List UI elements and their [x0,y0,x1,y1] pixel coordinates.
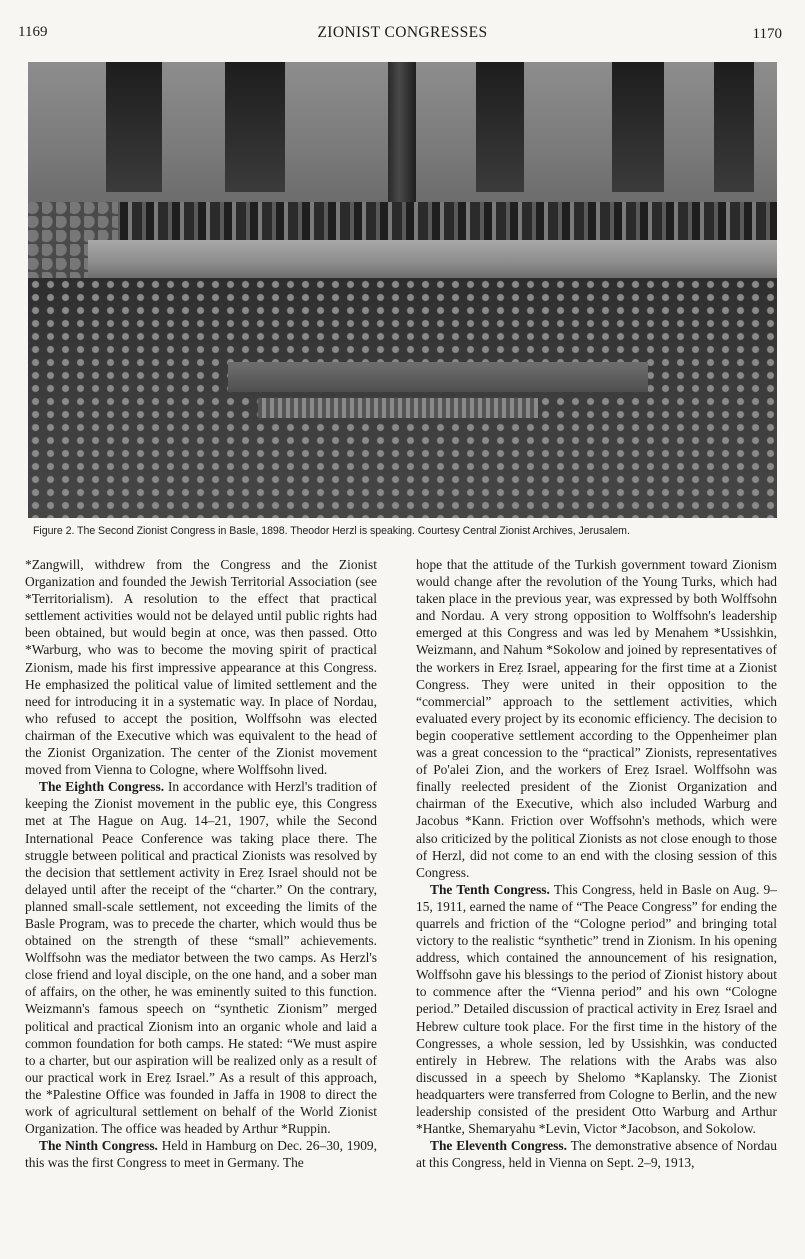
photo-pillar [388,62,416,202]
photo-window [476,62,524,192]
left-column [25,556,377,1171]
paragraph-text: This Congress, held in Basle on Aug. 9–15, 1911, earned the name of “The Peace Congress” for ending the quarrels and friction of the “Cologne period” and bringing total victory to the realistic “synthetic” trend in Zionism. In his opening address, which contained the announcement of his resignation, Wolffsohn gave his blessings to the period of Zionist history about to commence after the “Vienna period” and his own “Cologne period.” Detailed discussion of practical activity in Ereẓ Israel and Hebrew culture took place. For the first time in the history of the Congresses, a whole session, led by Ussishkin, was conducted entirely in Hebrew. The relations with the Arabs was also discussed in a speech by Shelomo *Kaplansky. The Zionist headquarters were transferred from Cologne to Berlin, and the new leadership consisted of the president Otto Warburg and Arthur *Hantke, Shemaryahu *Levin, Victor *Jacobson, and Sokolow. [416,881,777,1137]
paragraph-text: Held in Hamburg on Dec. 26–30, 1909, this was the first Congress to meet in Germany. The [25,1138,377,1171]
paragraph: hope that the attitude of the Turkish government toward Zionism would change after the revolution of the Young Turks, which had taken place in the previous year, was expressed by both Wolffsohn and Nordau. A very strong opposition to Wolffsohn's leadership emerged at this Congress and was led by Menahem *Ussishkin, Weizmann, and Nahum *Sokolow and joined by representatives of the workers in Ereẓ Israel, appearing for the first time at a Zionist Congress. They were united in their opposition to the “commercial” approach to the settlement activities, which evaluated every project by its economic efficiency. The decision to begin cooperative settlement according to the Oppenheimer plan was a great concession to the “practical” Zionists, representatives of Po'alei Zion, and the workers of Ereẓ Israel. Wolffsohn was finally reelected president of the Zionist Organization and chairman of the Executive, which also included Warburg and Jacobus *Kann. Friction over Woffsohn's methods, which were also criticized by the political Zionists as not close enough to those of Herzl, did not come to an end with the closing session of this Congress. [416,557,777,880]
photo-window [225,62,285,192]
paragraph-text: In accordance with Herzl's tradition of keeping the Zionist movement in the public eye, this Congress met at The Hague on Aug. 14–21, 1907, while the Second International Peace Conference was taking place there. The struggle between political and practical Zionists was resolved by the decision that settlement activity in Ereẓ Israel should not be delayed until after the receipt of the “charter.” On the contrary, planned small-scale settlement, not exceeding the limits of the Basle Program, was to precede the charter, which would thus be obtained on the strength of these “small” achievements. Wolffsohn was the mediator between the two camps. As Herzl's close friend and loyal disciple, on the one hand, and a sober man of affairs, on the other, he was eminently suited to this function. Weizmann's famous speech on “synthetic Zionism” merged political and practical Zionism into an organic whole and laid a common foundation for both camps. He stated: “We must aspire to a charter, but our aspiration will be realized only as a result of our practical work in Ereẓ Israel.” As a result of this approach, the *Palestine Office was founded in Jaffa in 1908 to direct the work of agricultural settlement on behalf of the World Zionist Organization. The office was headed by Arthur *Ruppin. [25,779,377,1137]
photo-balcony [88,240,777,278]
congress-photograph [28,62,777,518]
photo-window [106,62,162,192]
paragraph-eighth-congress [25,778,377,1137]
section-heading: The Eleventh Congress. [430,1138,567,1154]
section-heading: The Eighth Congress. [39,779,165,795]
section-heading: The Ninth Congress. [39,1138,158,1154]
paragraph: *Zangwill, withdrew from the Congress and the Zionist Organization and founded the Jewish Territorial Association (see *Territorialism). A resolution to the effect that practical settlement activities would not be delayed until public rights had been obtained, but would begin at once, was then passed. Otto *Warburg, who was to become the moving spirit of practical Zionism, made his first impressive appearance at this Congress. He emphasized the political value of limited settlement and the need for introducing it in a systematic way. In place of Nordau, who refused to accept the position, Wolffsohn was elected chairman of the Executive which was equivalent to the head of the Zionist Organization. The center of the Zionist movement moved from Vienna to Cologne, where Wolffsohn lived. [25,557,377,778]
page-header [0,22,805,46]
photo-wall [28,62,777,212]
paragraph-eleventh-congress [416,1137,777,1171]
section-heading: The Tenth Congress. [430,881,550,897]
paragraph-ninth-congress [25,1137,377,1171]
paragraph-text: The demonstrative absence of Nordau at this Congress, held in Vienna on Sept. 2–9, 1913, [416,1138,777,1171]
page-number-right: 1170 [752,26,782,42]
running-title: ZIONIST CONGRESSES [317,24,488,41]
right-column [416,556,777,1171]
photo-window [612,62,664,192]
photo-dais [228,362,648,392]
photo-window [714,62,754,192]
photo-balustrade [258,398,538,418]
figure-caption: Figure 2. The Second Zionist Congress in Basle, 1898. Theodor Herzl is speaking. Courtesy Central Zionist Archives, Jerusalem. [33,525,630,537]
paragraph-tenth-congress [416,881,777,1137]
photo-gallery-crowd [28,202,777,242]
page-number-left: 1169 [18,24,48,40]
